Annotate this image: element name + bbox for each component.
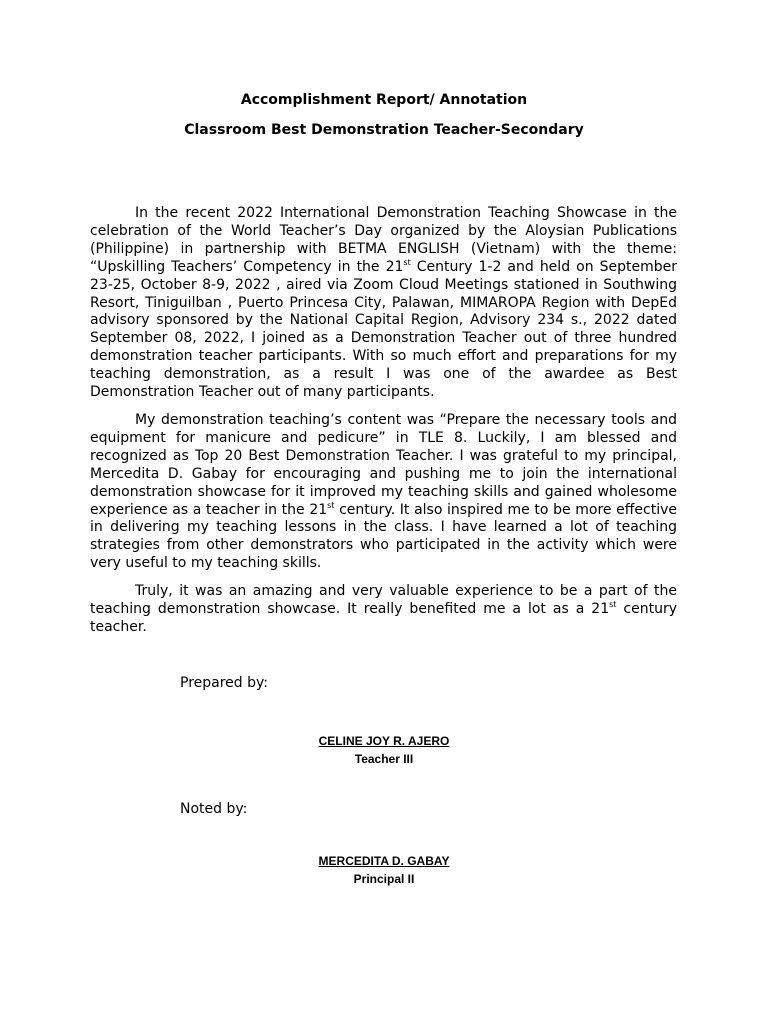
- prepared-by-label: Prepared by:: [180, 675, 268, 691]
- paragraph-1: [90, 205, 677, 402]
- paragraph-3-text-a: Truly, it was an amazing and very valuable experience to be a part of the teaching demonstration showcase. It really benefited me a lot as a 21: [90, 583, 677, 618]
- paragraph-2-superscript: st: [327, 500, 335, 510]
- paragraph-2-text-b: century. It also inspired me to be more effective in delivering my teaching lessons in the class. I have learned a lot of teaching strategies from other demonstrators who participated in the activity which were very useful to my teaching skills.: [90, 501, 677, 572]
- paragraph-1-superscript: st: [403, 257, 411, 267]
- paragraph-2-text-a: My demonstration teaching’s content was “Prepare the necessary tools and equipment for manicure and pedicure” in TLE 8. Luckily, I am blessed and recognized as Top 20 Best Demonstration Teacher. I was grateful to my principal, Mercedita D. Gabay for encouraging and pushing me to join the international demonstration showcase for it improved my teaching skills and gained wholesome experience as a teacher in the 21: [90, 411, 677, 518]
- preparer-position: Teacher III: [354, 752, 414, 766]
- preparer-name: CELINE JOY R. AJERO: [318, 734, 450, 748]
- report-body: [90, 205, 677, 647]
- paragraph-1-text-b: Century 1-2 and held on September 23-25, October 8-9, 2022 , aired via Zoom Cloud Meetings stationed in Southwing Resort, Tiniguilban , Puerto Princesa City, Palawan, MIMAROPA Region with DepEd advisory sponsored by the National Capital Region, Advisory 234 s., 2022 dated September 08, 2022, I joined as a Demonstration Teacher out of three hundred demonstration teacher participants. With so much effort and preparations for my teaching demonstration, as a result I was one of the awardee as Best Demonstration Teacher out of many participants.: [90, 258, 678, 401]
- paragraph-2: [90, 412, 677, 573]
- report-subtitle: Classroom Best Demonstration Teacher-Secondary: [184, 122, 584, 138]
- paragraph-1-text-a: In the recent 2022 International Demonstration Teaching Showcase in the celebration of the World Teacher’s Day organized by the Aloysian Publications (Philippine) in partnership with BETMA ENGLISH (Vietnam) with the theme: “Upskilling Teachers’ Competency in the 21: [90, 205, 677, 275]
- noter-signature-block: [0, 853, 768, 887]
- paragraph-3-superscript: st: [609, 600, 617, 610]
- preparer-signature-block: [0, 733, 768, 767]
- noter-position: Principal II: [353, 872, 415, 886]
- report-title: Accomplishment Report/ Annotation: [240, 92, 528, 108]
- noted-by-label: Noted by:: [180, 801, 248, 817]
- paragraph-3: [90, 583, 677, 637]
- paragraph-3-text-b: century teacher.: [90, 601, 677, 635]
- noter-name: MERCEDITA D. GABAY: [318, 854, 450, 868]
